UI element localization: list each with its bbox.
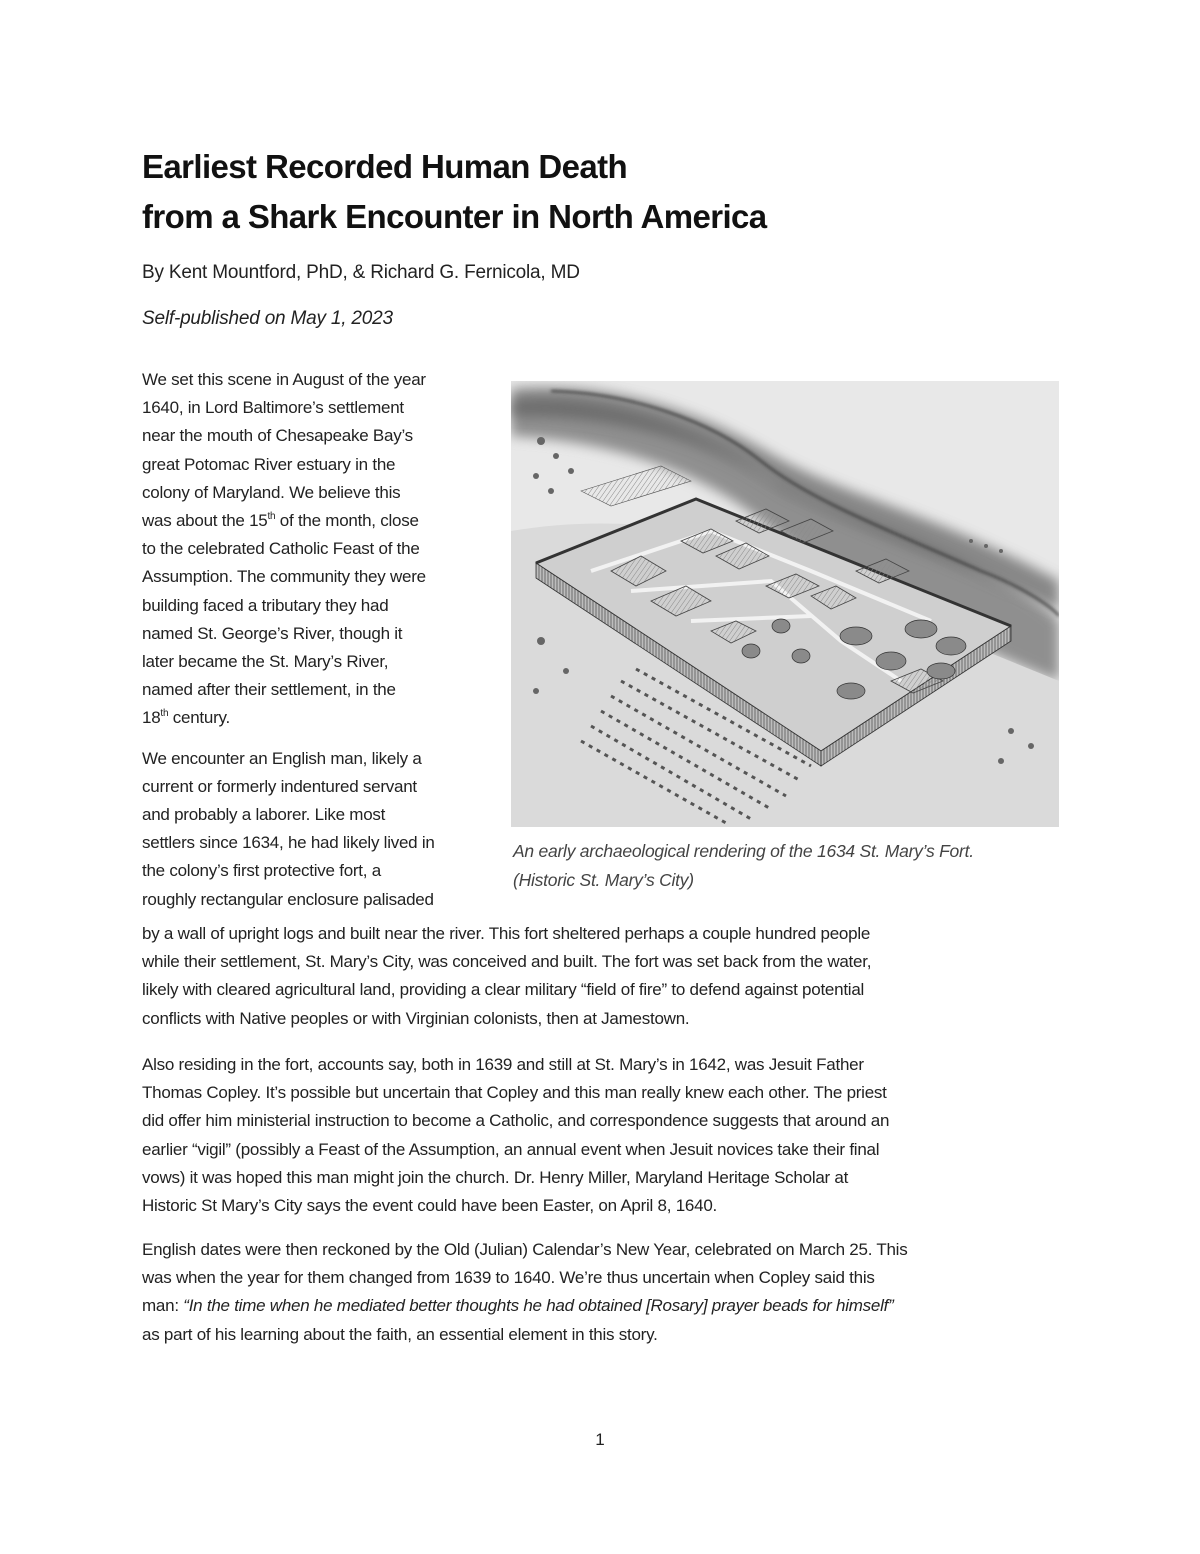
paragraph-2-start: We encounter an English man, likely a current or formerly indentured servant and probably a laborer. Like most settlers since 1634, he had likely lived in the colony’s first protective fort, a roughly rectangular enclosure palisaded [142,748,435,909]
caption-line-1: An early archaeological rendering of the 1634 St. Mary’s Fort. [513,841,974,861]
caption-line-2: (Historic St. Mary’s City) [513,869,694,890]
publication-date: Self-published on May 1, 2023 [142,308,393,329]
paragraph-4: English dates were then reckoned by the Old (Julian) Calendar’s New Year, celebrated on March 25. This was when the year for them changed from 1639 to 1640. We’re thus uncertain when Copley said this man: “In the time when he mediated better thoughts he had obtained [Rosary] prayer beads for himself” as part of his learning about the faith, an essential element in this story. [142,1240,908,1344]
paragraph-1: We set this scene in August of the year 1640, in Lord Baltimore’s settlement near the mouth of Chesapeake Bay’s great Potomac River estuary in the colony of Maryland. We believe this was about the 15th of the month, close to the celebrated Catholic Feast of the Assumption. The community they were building faced a tributary they had named St. George’s River, though it later became the St. Mary’s River, named after their settlement, in the 18th century. [142,370,426,728]
fort-illustration [511,381,1059,827]
paragraph-2-continued: by a wall of upright logs and built near the river. This fort sheltered perhaps a couple hundred people while their settlement, St. Mary’s City, was conceived and built. The fort was set back from the water, likely with cleared agricultural land, providing a clear military “field of fire” to defend against potential conflicts with Native peoples or with Virginian colonists, then at Jamestown. [142,924,872,1028]
paragraph-3: Also residing in the fort, accounts say, both in 1639 and still at St. Mary’s in 1642, was Jesuit Father Thomas Copley. It’s possible but uncertain that Copley and this man really knew each other. The priest did offer him ministerial instruction to become a Catholic, and correspondence suggests that around an earlier “vigil” (possibly a Feast of the Assumption, an annual event when Jesuit novices take their final vows) it was hoped this man might join the church. Dr. Henry Miller, Maryland Heritage Scholar at Historic St Mary’s City says the event could have been Easter, on April 8, 1640. [142,1055,890,1216]
title-line-2: from a Shark Encounter in North America [142,198,767,235]
byline: By Kent Mountford, PhD, & Richard G. Fernicola, MD [142,262,580,283]
title-line-1: Earliest Recorded Human Death [142,148,628,185]
left-column [142,366,500,926]
page-number: 1 [595,1430,605,1449]
figure-caption [513,837,1073,894]
page-title [142,142,902,242]
copley-quote: “In the time when he mediated better thoughts he had obtained [Rosary] prayer beads for himself” [183,1296,894,1316]
